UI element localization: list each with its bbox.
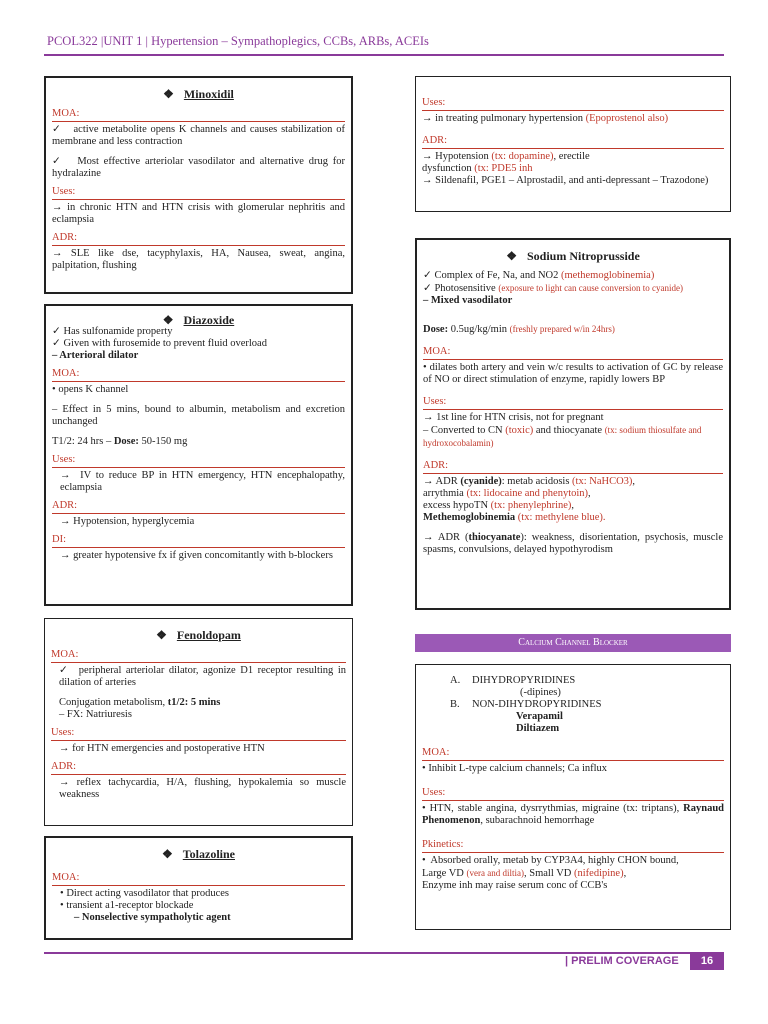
ccb-moa: • Inhibit L-type calcium channels; Ca influx bbox=[422, 763, 608, 774]
moa-label: MOA: bbox=[422, 747, 450, 758]
diamond-icon: ❖ bbox=[156, 628, 167, 642]
fenoldopam-card bbox=[44, 618, 353, 826]
epoprostenol-card bbox=[415, 76, 731, 212]
tolazoline-title: ❖ Tolazoline bbox=[162, 847, 235, 861]
ccb-card bbox=[415, 664, 731, 930]
epoprostenol-uses: → in treating pulmonary hypertension (Epoprostenol also) bbox=[422, 113, 669, 124]
fenoldopam-adr: → reflex tachycardia, H/A, flushing, hypokalemia so muscle weakness bbox=[59, 777, 346, 800]
bullet-icon: • bbox=[423, 362, 427, 373]
uses-label: Uses: bbox=[51, 727, 75, 738]
moa-label: MOA: bbox=[52, 872, 80, 883]
moa-label: MOA: bbox=[51, 649, 79, 660]
diazoxide-line-3: – Arterioral dilator bbox=[52, 350, 139, 361]
diazoxide-di: → greater hypotensive fx if given concomitantly with b-blockers bbox=[60, 550, 333, 561]
tolazoline-moa-3: – Nonselective sympatholytic agent bbox=[74, 912, 231, 923]
tolazoline-moa-2: • transient a1-receptor blockade bbox=[60, 900, 194, 911]
fenoldopam-moa-3: – FX: Natriuresis bbox=[59, 709, 132, 720]
arrow-icon: → bbox=[60, 550, 71, 561]
diamond-icon: ❖ bbox=[162, 313, 174, 327]
adr-label: ADR: bbox=[52, 232, 78, 243]
ccb-pk-1: • Absorbed orally, metab by CYP3A4, highly CHON bound, bbox=[422, 855, 679, 866]
diazoxide-uses: → IV to reduce BP in HTN emergency, HTN encephalopathy, eclampsia bbox=[60, 470, 345, 493]
diazoxide-moa-1: • opens K channel bbox=[52, 384, 129, 395]
pkinetics-label: Pkinetics: bbox=[422, 839, 464, 850]
nitroprusside-uses-2: – Converted to CN (toxic) and thiocyanate (tx: sodium thiosulfate and hydroxocobalamin) bbox=[423, 425, 702, 448]
arrow-icon: → bbox=[59, 777, 70, 788]
check-icon: ✓ bbox=[52, 326, 61, 337]
ccb-pk-2: Large VD (vera and diltia), Small VD (nifedipine), bbox=[422, 868, 627, 879]
di-label: DI: bbox=[52, 534, 66, 545]
diazoxide-dose: T1/2: 24 hrs – Dose: 50-150 mg bbox=[52, 436, 188, 447]
diazoxide-line-2: ✓ Given with furosemide to prevent fluid overload bbox=[52, 338, 267, 349]
ccb-class-a: A. DIHYDROPYRIDINES bbox=[450, 675, 576, 686]
minoxidil-moa-2: ✓ Most effective arteriolar vasodilator and alternative drug for hydralazine bbox=[52, 156, 345, 179]
bullet-icon: • bbox=[60, 888, 64, 899]
minoxidil-moa-1: ✓ active metabolite opens K channels and causes stabilization of membrane and less contraction bbox=[52, 124, 345, 147]
uses-label: Uses: bbox=[52, 186, 76, 197]
page-header: PCOL322 |UNIT 1 | Hypertension – Sympathoplegics, CCBs, ARBs, ACEIs bbox=[47, 34, 429, 48]
check-icon: ✓ bbox=[59, 665, 70, 676]
nitroprusside-line-2: ✓ Photosensitive (exposure to light can cause conversion to cyanide) bbox=[423, 283, 684, 294]
arrow-icon: → bbox=[60, 516, 71, 527]
tolazoline-card bbox=[44, 836, 353, 940]
adr-label: ADR: bbox=[423, 460, 449, 471]
footer-label: | PRELIM COVERAGE bbox=[565, 955, 679, 967]
nitroprusside-adr-2: arrythmia (tx: lidocaine and phenytoin), bbox=[423, 488, 591, 499]
diazoxide-adr: → Hypotension, hyperglycemia bbox=[60, 516, 195, 527]
nitroprusside-title: ❖ Sodium Nitroprusside bbox=[506, 249, 640, 263]
epoprostenol-adr-2: dysfunction (tx: PDE5 inh bbox=[422, 163, 533, 174]
diazoxide-card bbox=[44, 304, 353, 606]
ccb-uses: • HTN, stable angina, dysrrythmias, migraine (tx: triptans), Raynaud Phenomenon, subarachnoid hemorrhage bbox=[422, 803, 725, 826]
moa-label: MOA: bbox=[52, 368, 80, 379]
ccb-class-a-sub: (-dipines) bbox=[520, 687, 561, 698]
minoxidil-adr: → SLE like dse, tacyphylaxis, HA, Nausea, sweat, angina, palpitation, flushing bbox=[52, 248, 345, 271]
nitroprusside-uses-1: → 1st line for HTN crisis, not for pregnant bbox=[423, 412, 604, 423]
diamond-icon: ❖ bbox=[162, 847, 173, 861]
minoxidil-uses: → in chronic HTN and HTN crisis with glomerular nephritis and eclampsia bbox=[52, 202, 345, 225]
diazoxide-title: ❖ Diazoxide bbox=[162, 313, 235, 327]
fenoldopam-moa-1: ✓ peripheral arteriolar dilator, agonize D1 receptor resulting in dilation of arteries bbox=[59, 665, 346, 688]
ccb-pk-3: Enzyme inh may raise serum conc of CCB's bbox=[422, 880, 608, 891]
bullet-icon: • bbox=[52, 384, 56, 395]
minoxidil-card bbox=[44, 76, 353, 294]
adr-label: ADR: bbox=[422, 135, 448, 146]
nitroprusside-adr-3: excess hypoTN (tx: phenylephrine), bbox=[423, 500, 575, 511]
check-icon: ✓ bbox=[52, 156, 63, 167]
arrow-icon: → bbox=[422, 151, 433, 162]
check-icon: ✓ bbox=[423, 270, 432, 281]
uses-label: Uses: bbox=[52, 454, 76, 465]
adr-label: ADR: bbox=[51, 761, 77, 772]
page-number: 16 bbox=[690, 952, 724, 970]
check-icon: ✓ bbox=[52, 124, 63, 135]
arrow-icon: → bbox=[60, 470, 71, 481]
nitroprusside-moa: • dilates both artery and vein w/c results to activation of GC by release of NO or direct stimulation of enzyme, rapidly lowers BP bbox=[423, 362, 724, 385]
fenoldopam-title: ❖ Fenoldopam bbox=[156, 628, 241, 642]
epoprostenol-adr-1: → Hypotension (tx: dopamine), erectile bbox=[422, 151, 590, 162]
nitroprusside-adr-5: → ADR (thiocyanate): weakness, disorientation, psychosis, muscle spasms, convulsions, delayed hypothyrodism bbox=[423, 532, 724, 555]
bullet-icon: • bbox=[60, 900, 64, 911]
check-icon: ✓ bbox=[423, 283, 432, 294]
nitroprusside-line-1: ✓ Complex of Fe, Na, and NO2 (methemoglobinemia) bbox=[423, 270, 655, 281]
nitroprusside-line-3: – Mixed vasodilator bbox=[423, 295, 513, 306]
bullet-icon: • bbox=[422, 763, 426, 774]
section-bar-ccb: Calcium Channel Blocker bbox=[415, 634, 731, 652]
moa-label: MOA: bbox=[423, 346, 451, 357]
nitroprusside-dose: Dose: 0.5ug/kg/min (freshly prepared w/in 24hrs) bbox=[423, 324, 615, 335]
ccb-class-b-sub-1: Verapamil bbox=[516, 711, 563, 722]
ccb-class-b-sub-2: Diltiazem bbox=[516, 723, 560, 734]
arrow-icon: → bbox=[423, 532, 434, 543]
arrow-icon: → bbox=[52, 202, 63, 213]
check-icon: ✓ bbox=[52, 338, 61, 349]
epoprostenol-adr-3: → Sildenafil, PGE1 – Alprostadil, and anti-depressant – Trazodone) bbox=[422, 175, 709, 186]
header-divider bbox=[44, 54, 724, 56]
nitroprusside-card bbox=[415, 238, 731, 610]
uses-label: Uses: bbox=[423, 396, 447, 407]
nitroprusside-adr-1: → ADR (cyanide): metab acidosis (tx: NaHCO3), bbox=[423, 476, 636, 487]
moa-label: MOA: bbox=[52, 108, 80, 119]
arrow-icon: → bbox=[59, 743, 70, 754]
bullet-icon: • bbox=[422, 855, 426, 866]
arrow-icon: → bbox=[422, 175, 433, 186]
diazoxide-moa-2: – Effect in 5 mins, bound to albumin, metabolism and excretion unchanged bbox=[52, 404, 345, 427]
uses-label: Uses: bbox=[422, 787, 446, 798]
uses-label: Uses: bbox=[422, 97, 446, 108]
nitroprusside-adr-4: Methemoglobinemia (tx: methylene blue). bbox=[423, 512, 606, 523]
minoxidil-title: ❖ Minoxidil bbox=[163, 87, 234, 101]
diazoxide-line-1: ✓ Has sulfonamide property bbox=[52, 326, 173, 337]
fenoldopam-moa-2: Conjugation metabolism, t1/2: 5 mins bbox=[59, 697, 221, 708]
adr-label: ADR: bbox=[52, 500, 78, 511]
footer-divider bbox=[44, 952, 724, 954]
fenoldopam-uses: → for HTN emergencies and postoperative HTN bbox=[59, 743, 265, 754]
diamond-icon: ❖ bbox=[506, 249, 517, 263]
arrow-icon: → bbox=[422, 113, 433, 124]
diamond-icon: ❖ bbox=[163, 87, 174, 101]
arrow-icon: → bbox=[52, 248, 63, 259]
bullet-icon: • bbox=[422, 803, 426, 814]
tolazoline-moa-1: • Direct acting vasodilator that produces bbox=[60, 888, 230, 899]
arrow-icon: → bbox=[423, 476, 434, 487]
ccb-class-b: B. NON-DIHYDROPYRIDINES bbox=[450, 699, 602, 710]
arrow-icon: → bbox=[423, 412, 434, 423]
